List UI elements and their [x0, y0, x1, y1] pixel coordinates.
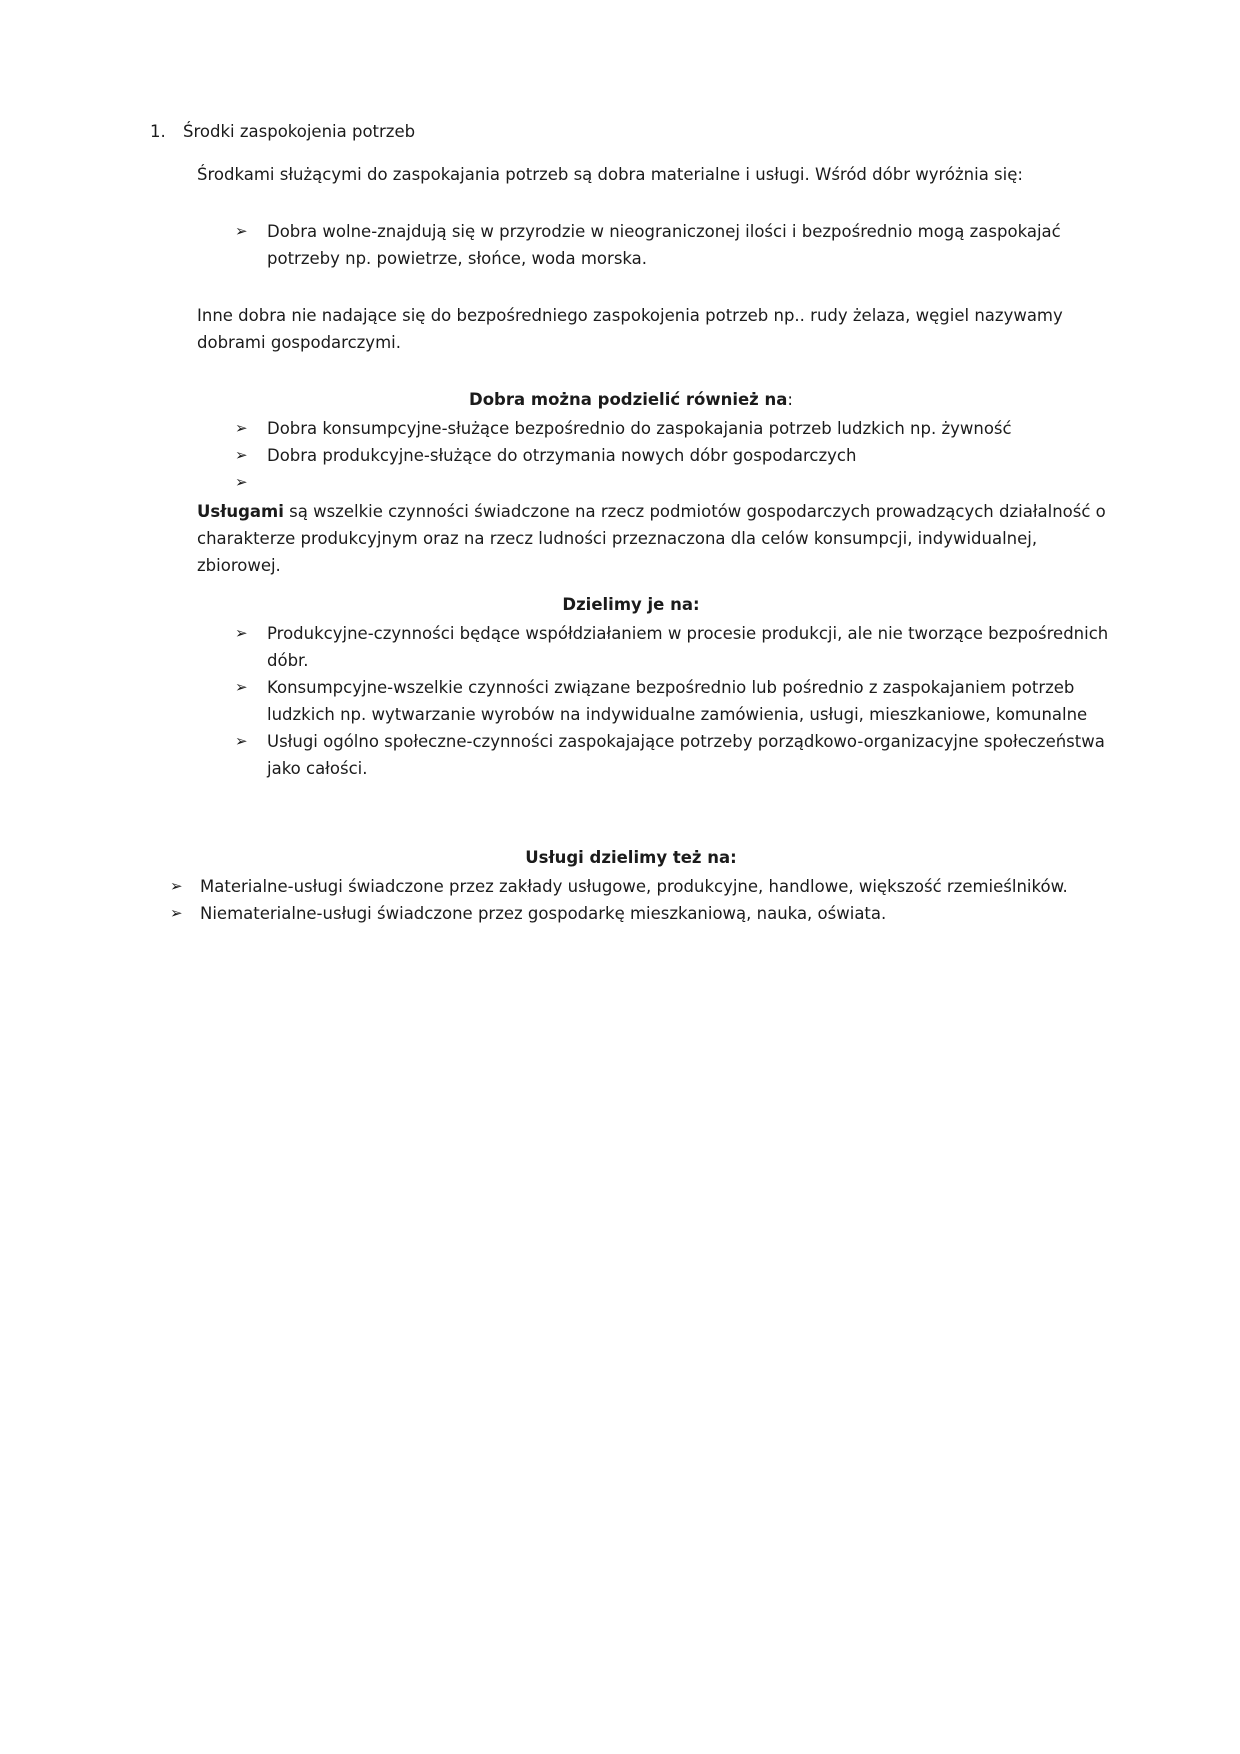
bullet-text: Dobra produkcyjne-służące do otrzymania nowych dóbr gospodarczych — [267, 446, 857, 465]
economic-goods-paragraph: Inne dobra nie nadające się do bezpośredniego zaspokojenia potrzeb np.. rudy żelaza, węgiel nazywamy dobrami gospodarczymi. — [197, 306, 1063, 352]
arrow-bullet-icon: ➢ — [235, 732, 248, 750]
bullet-item — [235, 620, 1112, 674]
services-bullet-group — [235, 620, 1112, 782]
arrow-bullet-icon: ➢ — [170, 904, 183, 922]
goods-division-heading-colon: : — [787, 390, 793, 409]
section-title: Środki zaspokojenia potrzeb — [183, 122, 416, 141]
bullet-text: Materialne-usługi świadczone przez zakłady usługowe, produkcyjne, handlowe, większość rzemieślników. — [200, 877, 1068, 896]
services-definition-rest: są wszelkie czynności świadczone na rzecz podmiotów gospodarczych prowadzących działalność o charakterze produkcyjnym oraz na rzecz ludności przeznaczona dla celów konsumpcji, indywidualnej, zbiorowej. — [197, 502, 1106, 575]
bullet-item-empty — [235, 469, 1112, 496]
goods-division-heading-bold: Dobra można podzielić również na — [469, 390, 788, 409]
free-goods-bullet-group — [235, 218, 1112, 272]
bullet-item — [235, 442, 1112, 469]
bullet-text: Konsumpcyjne-wszelkie czynności związane bezpośrednio lub pośrednio z zaspokajaniem potrzeb ludzkich np. wytwarzanie wyrobów na indywidualne zamówienia, usługi, mieszkaniowe, komunalne — [267, 678, 1088, 724]
arrow-bullet-icon: ➢ — [235, 222, 248, 240]
arrow-bullet-icon: ➢ — [235, 624, 248, 642]
bullet-item — [235, 728, 1112, 782]
bullet-item — [235, 674, 1112, 728]
arrow-bullet-icon: ➢ — [170, 877, 183, 895]
bullet-item — [235, 218, 1112, 272]
bullet-item — [235, 415, 1112, 442]
services-division-heading: Dzielimy je na: — [562, 595, 700, 614]
arrow-bullet-icon: ➢ — [235, 446, 248, 464]
section-number-heading — [150, 118, 1112, 145]
services-types-bullet-group — [170, 873, 1112, 927]
arrow-bullet-icon: ➢ — [235, 419, 248, 437]
arrow-bullet-icon: ➢ — [235, 473, 248, 491]
list-number: 1. — [150, 122, 166, 141]
goods-bullet-group — [235, 415, 1112, 496]
bullet-text — [267, 469, 1112, 496]
goods-division-heading — [150, 386, 1112, 413]
services-definition-lead: Usługami — [197, 502, 284, 521]
bullet-item — [170, 873, 1112, 900]
bullet-text: Usługi ogólno społeczne-czynności zaspokajające potrzeby porządkowo-organizacyjne społeczeństwa jako całości. — [267, 732, 1105, 778]
bullet-text: Produkcyjne-czynności będące współdziałaniem w procesie produkcji, ale nie tworzące bezpośrednich dóbr. — [267, 624, 1109, 670]
services-types-heading: Usługi dzielimy też na: — [525, 848, 737, 867]
services-definition-paragraph — [197, 498, 1112, 579]
bullet-text: Dobra konsumpcyjne-służące bezpośrednio do zaspokajania potrzeb ludzkich np. żywność — [267, 419, 1012, 438]
intro-paragraph: Środkami służącymi do zaspokajania potrzeb są dobra materialne i usługi. Wśród dóbr wyróżnia się: — [197, 165, 1023, 184]
bullet-item — [170, 900, 1112, 927]
bullet-text: Dobra wolne-znajdują się w przyrodzie w nieograniczonej ilości i bezpośrednio mogą zaspokajać potrzeby np. powietrze, słońce, woda morska. — [267, 222, 1061, 268]
arrow-bullet-icon: ➢ — [235, 678, 248, 696]
bullet-text: Niematerialne-usługi świadczone przez gospodarkę mieszkaniową, nauka, oświata. — [200, 904, 887, 923]
